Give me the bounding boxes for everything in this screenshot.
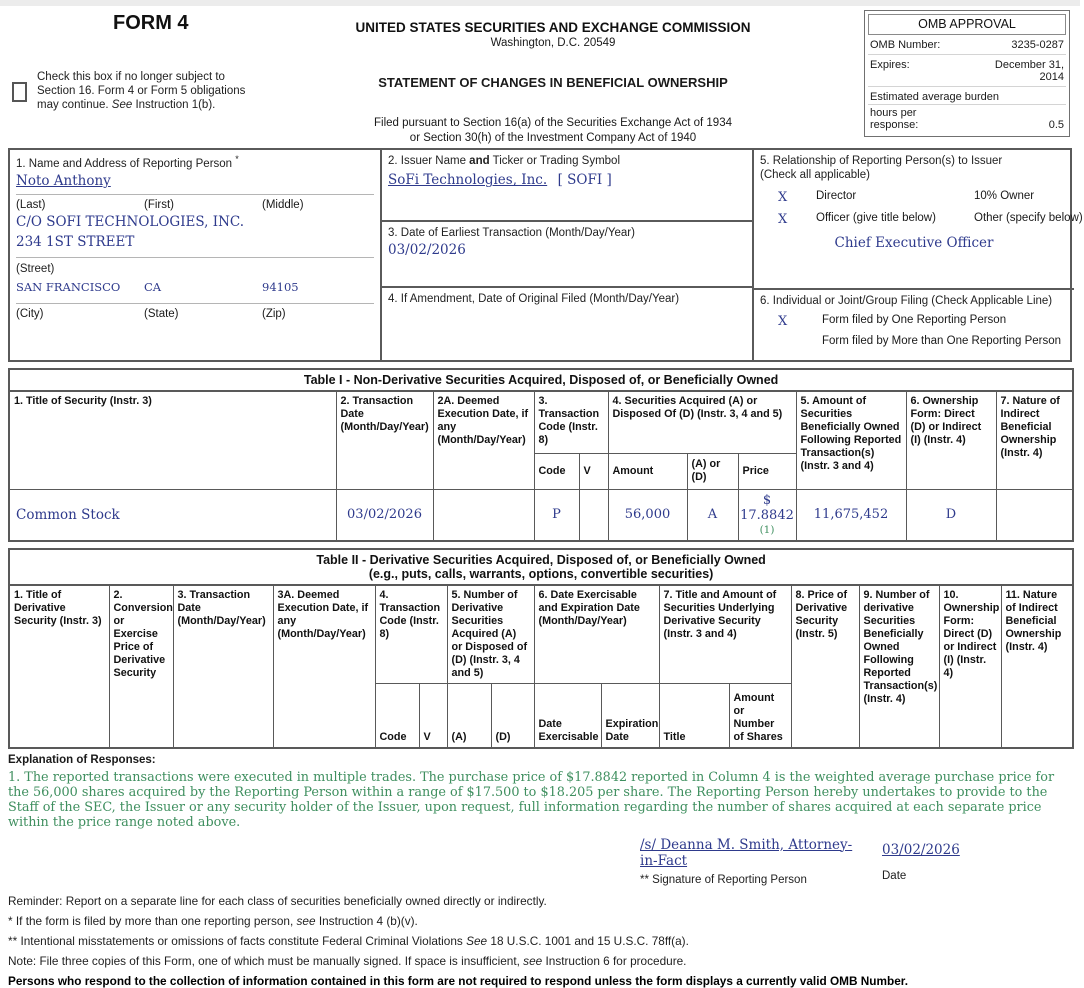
cell-ownership-form: D (906, 489, 996, 541)
omb-hours-label: hours per response: (870, 107, 919, 131)
section2-issuer (382, 150, 752, 222)
cell-ad: A (687, 489, 738, 541)
table2-title (9, 549, 1073, 585)
footer-line4-see: see (523, 954, 543, 969)
omb-expires-row (868, 55, 1066, 87)
ticker-symbol: [ SOFI ] (557, 172, 612, 189)
section2-label-post: Ticker or Trading Symbol (489, 155, 621, 167)
checkbox-note-post: Instruction 1(b). (132, 99, 216, 112)
table2-title-line2: (e.g., puts, calls, warrants, options, convertible securities) (368, 567, 714, 581)
checkbox-note (37, 70, 252, 112)
state-label: (State) (144, 307, 179, 320)
earliest-transaction-date: 03/02/2026 (388, 242, 466, 259)
signature-block (640, 837, 1072, 887)
table1-col-securities-acquired: 4. Securities Acquired (A) or Disposed Of (D) (Instr. 3, 4 and 5) (608, 391, 796, 453)
table1-sub-ad: (A) or (D) (687, 453, 738, 489)
table2-sub-amount-shares: Amount or Number of Shares (729, 683, 791, 748)
cell-security-title: Common Stock (9, 489, 336, 541)
table2-col-deemed-execution: 3A. Deemed Execution Date, if any (Month/Day/Year) (273, 585, 375, 748)
officer-title-value: Chief Executive Officer (834, 234, 994, 251)
table1-col-ownership-form: 6. Ownership Form: Direct (D) or Indirect (I) (Instr. 4) (906, 391, 996, 489)
price-footnote-ref[interactable]: (1) (759, 523, 775, 536)
signature-date: 03/02/2026 (882, 841, 960, 858)
table2-derivative (8, 548, 1074, 749)
no-longer-subject-checkbox[interactable] (12, 82, 27, 102)
signature-date-label: Date (882, 869, 907, 882)
footer-violations-note (8, 934, 1072, 948)
divider (16, 194, 374, 195)
table1-title: Table I - Non-Derivative Securities Acquired, Disposed of, or Beneficially Owned (9, 369, 1073, 391)
omb-approval-box (864, 10, 1070, 137)
cell-deemed-execution (433, 489, 534, 541)
director-label: Director (816, 189, 857, 202)
price-currency: $ (762, 492, 772, 508)
checkbox-note-see: See (111, 99, 133, 112)
section4-amendment (382, 288, 752, 360)
section1-asterisk: * (235, 154, 239, 164)
table1-sub-amount: Amount (608, 453, 687, 489)
officer-other-row (760, 211, 1083, 227)
table2-sub-v: V (419, 683, 447, 748)
table2-col-number-derivative: 5. Number of Derivative Securities Acquired (A) or Disposed of (D) (Instr. 3, 4 and 5) (447, 585, 534, 683)
section1-label (16, 154, 374, 171)
zip-label: (Zip) (262, 307, 286, 320)
section5-label-line2: (Check all applicable) (760, 169, 870, 182)
center-header (338, 20, 768, 146)
table2-sub-d: (D) (491, 683, 534, 748)
section2-label-pre: 2. Issuer Name (388, 155, 470, 167)
table1-sub-code: Code (534, 453, 579, 489)
footer-line4-post: Instruction 6 for procedure. (542, 954, 687, 969)
omb-title: OMB APPROVAL (868, 14, 1066, 35)
omb-number-label: OMB Number: (870, 39, 941, 51)
table2-col-ownership-form: 10. Ownership Form: Direct (D) or Indirect (I) (Instr. 4) (939, 585, 1001, 748)
table2-col-transaction-code: 4. Transaction Code (Instr. 8) (375, 585, 447, 683)
table2-sub-code: Code (375, 683, 419, 748)
officer-x-mark: X (778, 211, 788, 227)
explanation-label: Explanation of Responses: (8, 754, 156, 767)
section4-label: 4. If Amendment, Date of Original Filed (Month/Day/Year) (388, 293, 680, 305)
table1-col-title-of-security: 1. Title of Security (Instr. 3) (9, 391, 336, 489)
subject-checkbox-block (12, 70, 260, 112)
filed-pursuant-text (338, 116, 768, 146)
footer-line2-post: Instruction 4 (b)(v). (315, 914, 418, 929)
one-person-row (760, 314, 1068, 329)
city-state-zip-labels (16, 308, 374, 320)
reporting-person-name-link[interactable]: Noto Anthony (16, 173, 111, 190)
table2-sub-expiration-date: Expiration Date (601, 683, 659, 748)
omb-hours-row (868, 105, 1066, 133)
middle-label: (Middle) (262, 199, 304, 212)
section3-earliest-transaction (382, 222, 752, 288)
cell-amount: 56,000 (608, 489, 687, 541)
table1-sub-price: Price (738, 453, 796, 489)
section1-name-address (10, 150, 382, 360)
city-value: SAN FRANCISCO (16, 279, 121, 294)
table1-col-amount-owned: 5. Amount of Securities Beneficially Owned Following Reported Transaction(s) (Instr. 3 and 4) (796, 391, 906, 489)
table2-col-number-owned: 9. Number of derivative Securities Beneficially Owned Following Reported Transaction(s) (Instr. 4) (859, 585, 939, 748)
other-label: Other (specify below) (974, 211, 1083, 224)
footer-line2-pre: * If the form is filed by more than one reporting person, (8, 914, 297, 929)
omb-number-row (868, 35, 1066, 55)
reporting-info-grid (8, 148, 1083, 362)
more-person-row (760, 335, 1068, 347)
section2-label (388, 154, 746, 168)
cell-nature-indirect (996, 489, 1073, 541)
cell-price (738, 489, 796, 541)
table1-data-row (9, 489, 1073, 541)
statement-title: STATEMENT OF CHANGES IN BENEFICIAL OWNERSHIP (378, 75, 728, 90)
last-label: (Last) (16, 199, 46, 212)
section6-filing-type (754, 290, 1074, 360)
cell-code: P (534, 489, 579, 541)
price-value: 17.8842 (740, 507, 794, 523)
sec-commission-address: Washington, D.C. 20549 (490, 37, 616, 49)
table1-col-nature-indirect: 7. Nature of Indirect Beneficial Ownership (Instr. 4) (996, 391, 1073, 489)
table1-non-derivative (8, 368, 1074, 542)
street-address (16, 213, 374, 252)
omb-expires-label: Expires: (870, 59, 910, 71)
divider (16, 303, 374, 304)
address-line-2: 234 1ST STREET (16, 233, 135, 250)
director-x-mark: X (778, 189, 788, 205)
section6-label: 6. Individual or Joint/Group Filing (Check Applicable Line) (760, 295, 1053, 307)
table2-title-line1: Table II - Derivative Securities Acquired, Disposed of, or Beneficially Owned (316, 553, 766, 567)
table2-col-transaction-date: 3. Transaction Date (Month/Day/Year) (173, 585, 273, 748)
form-header (8, 0, 1072, 144)
ten-percent-owner-label: 10% Owner (974, 189, 1035, 202)
signature-name: /s/ Deanna M. Smith, Attorney-in-Fact (640, 836, 853, 870)
table2-sub-date-exercisable: Date Exercisable (534, 683, 601, 748)
table1-col-deemed-execution: 2A. Deemed Execution Date, if any (Month/Day/Year) (433, 391, 534, 489)
sec-commission-title: UNITED STATES SECURITIES AND EXCHANGE COMMISSION (355, 20, 751, 35)
table2-col-nature-indirect: 11. Nature of Indirect Beneficial Ownership (Instr. 4) (1001, 585, 1073, 748)
footer-line2-see: see (296, 914, 316, 929)
officer-label: Officer (give title below) (816, 211, 936, 224)
signature-name-column (640, 837, 868, 887)
footer-omb-notice: Persons who respond to the collection of information contained in this form are not required to respond unless the form displays a currently valid OMB Number. (8, 974, 908, 988)
footer-line3-pre: ** Intentional misstatements or omissions of facts constitute Federal Criminal Violations (8, 934, 467, 949)
section2-label-and: and (469, 155, 490, 167)
table2-sub-a: (A) (447, 683, 491, 748)
table2-col-date-exercisable: 6. Date Exercisable and Expiration Date (Month/Day/Year) (534, 585, 659, 683)
divider (16, 257, 374, 258)
address-line-1: C/O SOFI TECHNOLOGIES, INC. (16, 214, 245, 231)
signature-date-column (882, 837, 960, 887)
issuer-name-link[interactable]: SoFi Technologies, Inc. (388, 172, 548, 189)
right-column (754, 150, 1083, 360)
omb-expires-value: December 31, 2014 (994, 59, 1064, 83)
issuer-line (388, 171, 746, 189)
city-state-zip-values (16, 280, 374, 294)
street-label: (Street) (16, 263, 55, 276)
signature-name-label: ** Signature of Reporting Person (640, 874, 807, 887)
city-label: (City) (16, 307, 44, 320)
cell-owned-following: 11,675,452 (796, 489, 906, 541)
director-owner-row (760, 190, 1068, 205)
omb-hours-value: 0.5 (1048, 119, 1064, 131)
table1-col-transaction-code: 3. Transaction Code (Instr. 8) (534, 391, 608, 453)
cell-transaction-date: 03/02/2026 (336, 489, 433, 541)
footer-reminder: Reminder: Report on a separate line for each class of securities beneficially owned directly or indirectly. (8, 894, 547, 909)
zip-value: 94105 (262, 279, 299, 294)
state-value: CA (144, 279, 162, 294)
table2-sub-title: Title (659, 683, 729, 748)
footer-notes (8, 894, 1072, 988)
name-part-labels (16, 199, 374, 211)
omb-number-value: 3235-0287 (1011, 39, 1064, 51)
section1-label-text: 1. Name and Address of Reporting Person (16, 157, 233, 170)
checkbox-note-pre: Check this box if no longer subject to Section 16. Form 4 or Form 5 obligations may continue. (37, 71, 246, 112)
form-title: FORM 4 (113, 12, 189, 34)
omb-burden-label: Estimated average burden (868, 87, 1066, 105)
table2-col-underlying-securities: 7. Title and Amount of Securities Underlying Derivative Security (Instr. 3 and 4) (659, 585, 791, 683)
footer-copies-note (8, 954, 1072, 968)
first-label: (First) (144, 199, 175, 212)
footer-line3-see: See (466, 934, 488, 949)
section3-label: 3. Date of Earliest Transaction (Month/Day/Year) (388, 227, 635, 239)
explanation-note-1: 1. The reported transactions were executed in multiple trades. The purchase price of $17.8842 reported in Column 4 is the weighted average purchase price for the 56,000 shares acquired by the Reporting Person within a range of $17.500 to $18.205 per share. The Reporting Person hereby undertakes to provide to the Staff of the SEC, the Issuer or any security holder of the Issuer, upon request, full information regarding the number of shares acquired at each separate price within the price range noted above. (8, 770, 1055, 831)
more-person-label: Form filed by More than One Reporting Person (822, 335, 1062, 348)
table1-col-transaction-date: 2. Transaction Date (Month/Day/Year) (336, 391, 433, 489)
footer-asterisk-note (8, 914, 1072, 928)
table2-col-price-derivative: 8. Price of Derivative Security (Instr. 5) (791, 585, 859, 748)
filed-line-2: or Section 30(h) of the Investment Company Act of 1940 (409, 131, 697, 144)
section5-relationship (754, 150, 1083, 290)
one-person-label: Form filed by One Reporting Person (822, 314, 1007, 327)
table1-sub-v: V (579, 453, 608, 489)
section5-label-line1: 5. Relationship of Reporting Person(s) to Issuer (760, 155, 1003, 167)
one-person-x-mark: X (778, 314, 788, 330)
middle-column (382, 150, 754, 360)
table2-col-title-derivative: 1. Title of Derivative Security (Instr. 3) (9, 585, 109, 748)
cell-v (579, 489, 608, 541)
filed-line-1: Filed pursuant to Section 16(a) of the Securities Exchange Act of 1934 (374, 117, 732, 129)
footer-line4-pre: Note: File three copies of this Form, one of which must be manually signed. If space is insufficient, (8, 954, 524, 969)
footer-line3-post: 18 U.S.C. 1001 and 15 U.S.C. 78ff(a). (487, 934, 689, 949)
table2-col-conversion-price: 2. Conversion or Exercise Price of Derivative Security (109, 585, 173, 748)
